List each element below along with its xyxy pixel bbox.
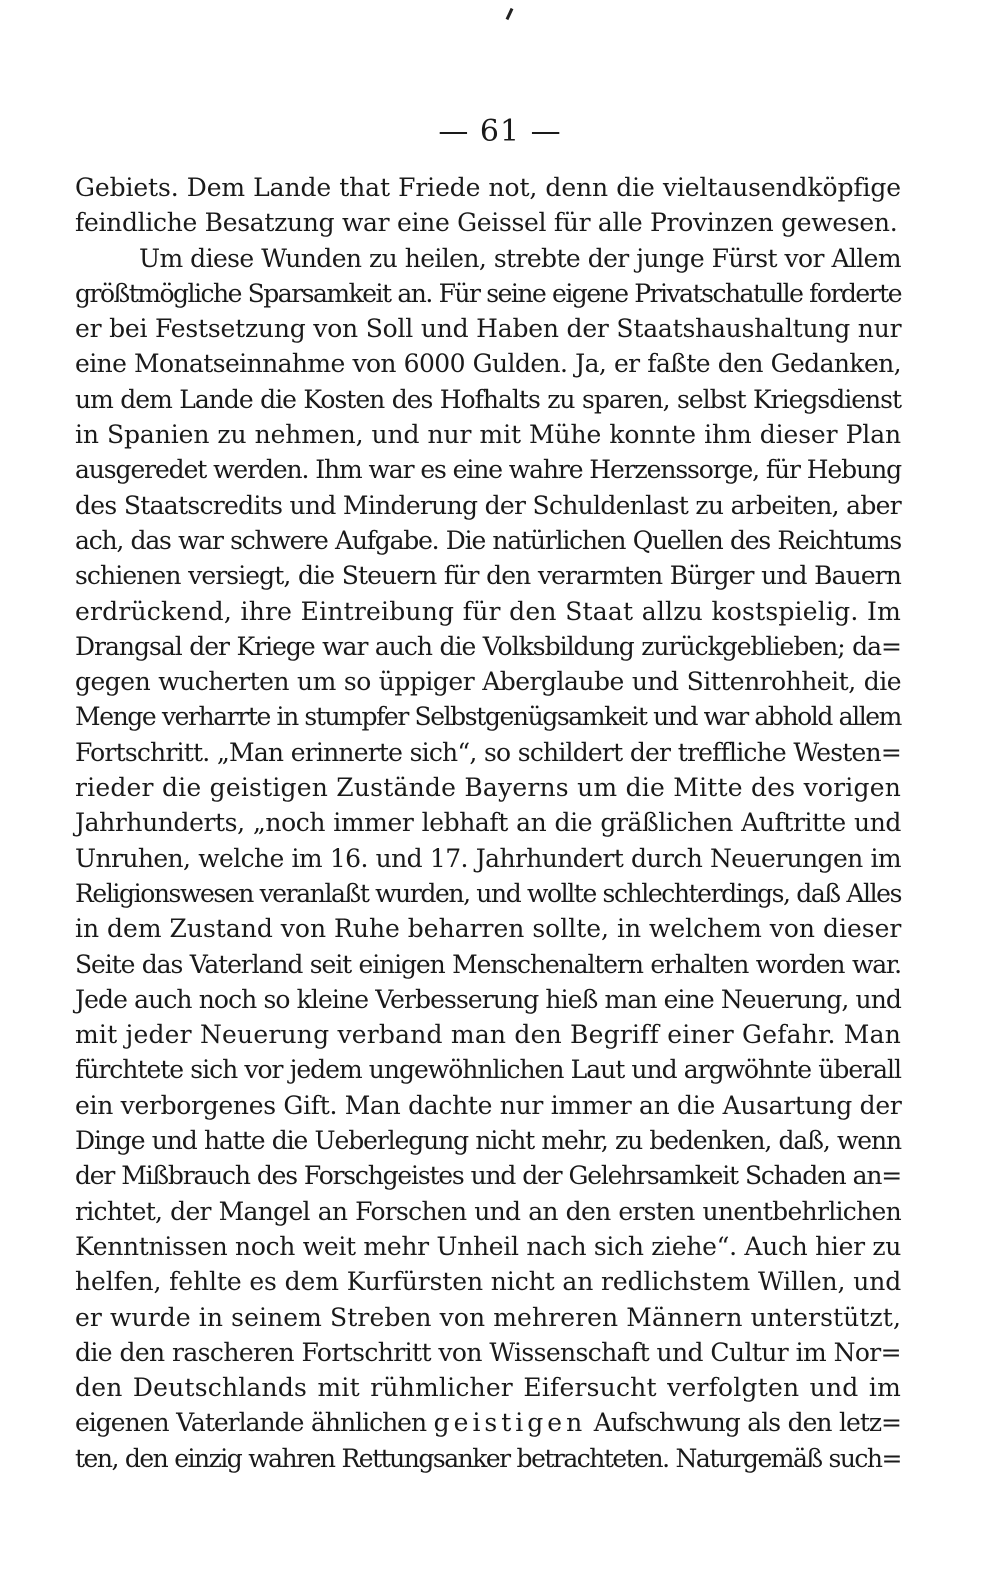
text-line: der Mißbrauch des Forschgeistes und der Gelehrsamkeit Schaden an= [75,1161,901,1191]
text-line: des Staatscredits und Minderung der Schuldenlast zu arbeiten, aber [75,490,901,520]
text-line: helfen, fehlte es dem Kurfürsten nicht an redlichstem Willen, und [75,1267,902,1297]
spaced-emphasis-word: geistigen [433,1408,587,1438]
text-segment: eigenen Vaterlande ähnlichen [75,1408,434,1438]
text-segment: Aufschwung als den letz= [586,1408,901,1438]
text-line: den Deutschlands mit rühmlicher Eifersucht verfolgten und im [75,1373,901,1403]
text-line: um dem Lande die Kosten des Hofhalts zu sparen, selbst Kriegsdienst [75,384,901,414]
text-line: er wurde in seinem Streben von mehreren Männern unterstützt, [75,1302,901,1332]
text-line: gegen wucherten um so üppiger Aberglaube und Sittenrohheit, die [75,667,901,697]
text-line: Jahrhunderts, „noch immer lebhaft an die gräßlichen Auftritte und [75,808,901,838]
text-line: in Spanien zu nehmen, und nur mit Mühe konnte ihm dieser Plan [75,420,901,450]
text-line: in dem Zustand von Ruhe beharren sollte, in welchem von dieser [75,914,902,944]
text-line: ten, den einzig wahren Rettungsanker betrachteten. Naturgemäß such= [75,1443,901,1473]
text-line: die den rascheren Fortschritt von Wissenschaft und Cultur im Nor= [75,1337,901,1367]
text-line: richtet, der Mangel an Forschen und an den ersten unentbehrlichen [75,1196,901,1226]
text-line: feindliche Besatzung war eine Geissel für alle Provinzen gewesen. [75,208,898,238]
text-line: größtmögliche Sparsamkeit an. Für seine eigene Privatschatulle forderte [75,278,901,308]
text-line: erdrückend, ihre Eintreibung für den Staat allzu kostspielig. Im [75,596,901,626]
text-line: mit jeder Neuerung verband man den Begriff einer Gefahr. Man [75,1020,901,1050]
text-line: fürchtete sich vor jedem ungewöhnlichen Laut und argwöhnte überall [75,1055,901,1085]
text-line: Religionswesen veranlaßt wurden, und wollte schlechterdings, daß Alles [75,878,901,908]
text-line [75,1405,901,1440]
stray-ink-mark [506,8,514,20]
text-line: ach, das war schwere Aufgabe. Die natürlichen Quellen des Reichtums [75,525,901,555]
text-line: Seite das Vaterland seit einigen Menschenaltern erhalten worden war. [75,949,901,979]
text-line: ein verborgenes Gift. Man dachte nur immer an die Ausartung der [75,1090,902,1120]
text-line: Menge verharrte in stumpfer Selbstgenügsamkeit und war abhold allem [75,702,901,732]
text-line: schienen versiegt, die Steuern für den verarmten Bürger und Bauern [75,561,901,591]
text-line: Dinge und hatte die Ueberlegung nicht mehr, zu bedenken, daß, wenn [75,1126,901,1156]
text-line: Fortschritt. „Man erinnerte sich“, so schildert der treffliche Westen= [75,737,901,767]
text-line: eine Monatseinnahme von 6000 Gulden. Ja, er faßte den Gedanken, [75,349,901,379]
text-line: Gebiets. Dem Lande that Friede not, denn die vieltausendköpfige [75,173,901,202]
page-number: — 61 — [438,114,562,149]
text-line: rieder die geistigen Zustände Bayerns um die Mitte des vorigen [75,773,901,803]
text-line: Drangsal der Kriege war auch die Volksbildung zurückgeblieben; da= [75,631,901,661]
text-line: Um diese Wunden zu heilen, strebte der junge Fürst vor Allem [139,243,901,273]
text-line: er bei Festsetzung von Soll und Haben der Staatshaushaltung nur [75,314,902,344]
text-line: Unruhen, welche im 16. und 17. Jahrhundert durch Neuerungen im [75,843,901,873]
text-line: ausgeredet werden. Ihm war es eine wahre Herzenssorge, für Hebung [75,455,901,485]
text-line: Jede auch noch so kleine Verbesserung hieß man eine Neuerung, und [75,984,901,1014]
text-line: Kenntnissen noch weit mehr Unheil nach sich ziehe“. Auch hier zu [75,1231,902,1261]
body-text [75,170,901,1476]
